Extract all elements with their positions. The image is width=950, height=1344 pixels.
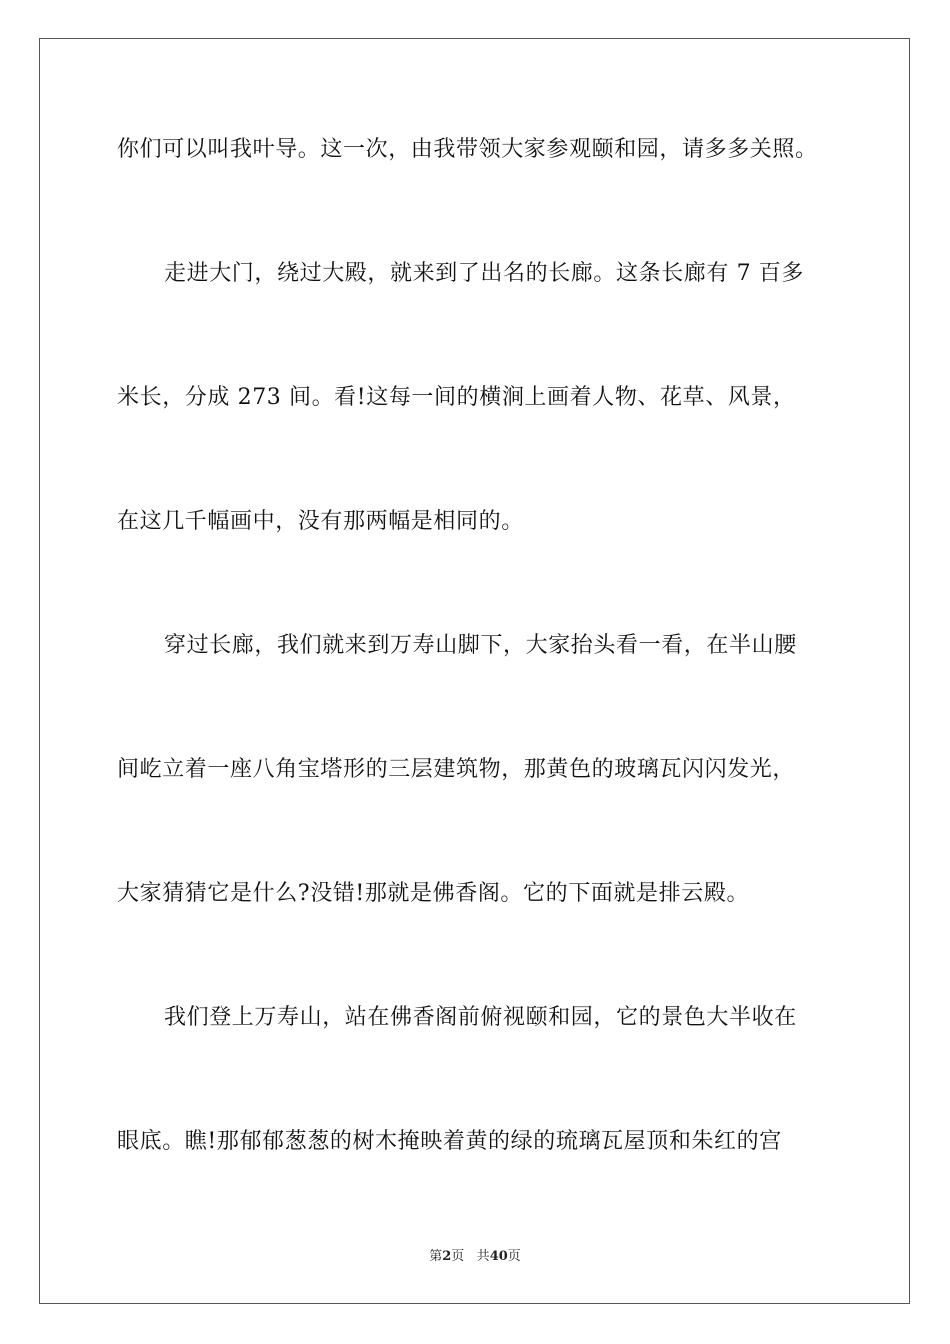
text-line-4: 在这几千幅画中，没有那两幅是相同的。 — [117, 509, 524, 534]
footer-page-suffix: 页 — [451, 1249, 465, 1264]
page-border — [39, 38, 910, 1304]
total-pages-number: 40 — [489, 1249, 508, 1264]
page-footer — [0, 1249, 950, 1265]
text-line-1: 你们可以叫我叶导。这一次，由我带领大家参观颐和园，请多多关照。 — [117, 137, 818, 162]
current-page-number: 2 — [442, 1249, 452, 1264]
text-line-2: 走进大门，绕过大殿，就来到了出名的长廊。这条长廊有 7 百多 — [164, 261, 804, 286]
text-line-5: 穿过长廊，我们就来到万寿山脚下，大家抬头看一看，在半山腰 — [164, 633, 797, 658]
text-line-6: 间屹立着一座八角宝塔形的三层建筑物，那黄色的玻璃瓦闪闪发光， — [117, 757, 796, 782]
text-line-7: 大家猜猜它是什么?没错!那就是佛香阁。它的下面就是排云殿。 — [117, 881, 750, 906]
text-line-9: 眼底。瞧!那郁郁葱葱的树木掩映着黄的绿的琉璃瓦屋顶和朱红的宫 — [117, 1129, 782, 1154]
text-line-8: 我们登上万寿山，站在佛香阁前俯视颐和园，它的景色大半收在 — [164, 1005, 797, 1030]
footer-total-suffix: 页 — [507, 1249, 521, 1264]
text-line-3: 米长，分成 273 间。看!这每一间的横涧上画着人物、花草、风景， — [117, 385, 796, 410]
footer-total-prefix: 共 — [476, 1249, 490, 1264]
footer-prefix: 第 — [429, 1249, 443, 1264]
